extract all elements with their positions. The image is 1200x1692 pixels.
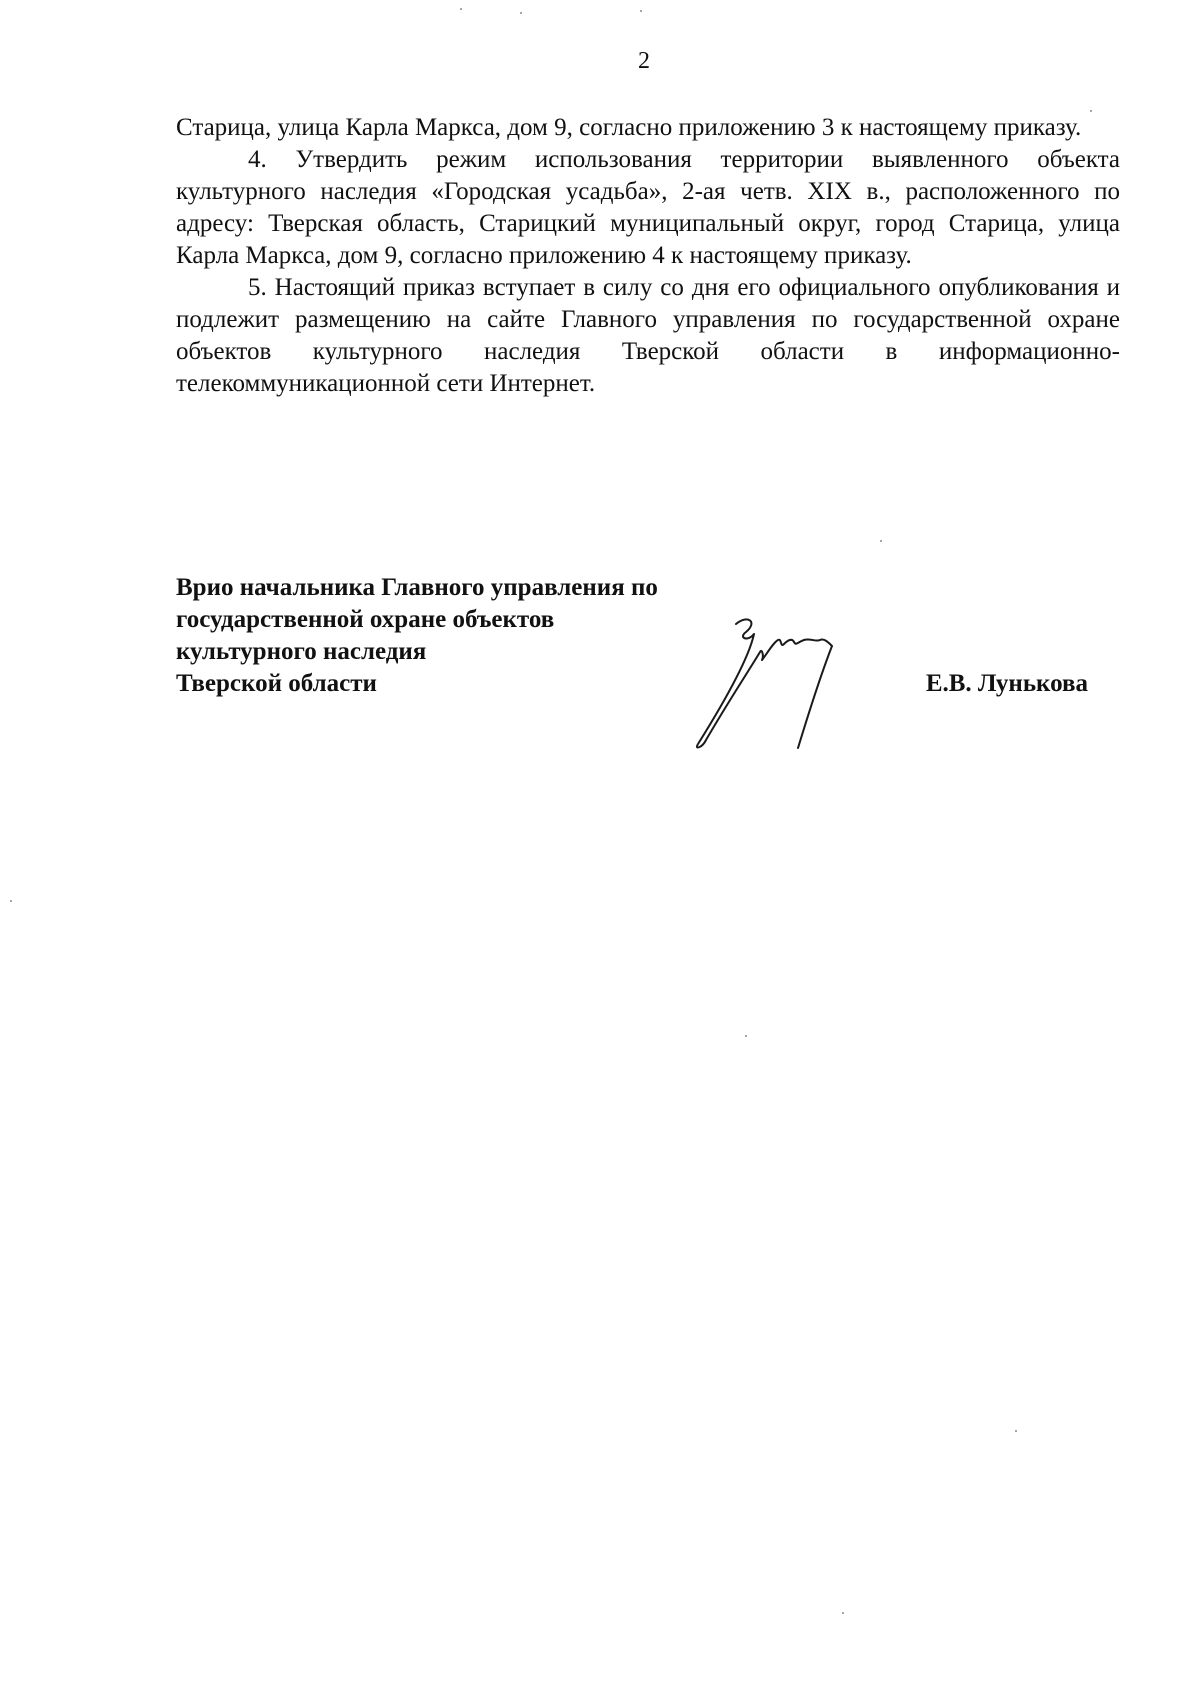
scan-speck [745,1035,747,1037]
scan-speck [1015,1430,1017,1432]
signer-position-line: Тверской области [176,670,377,697]
scan-speck [842,1612,844,1614]
signer-position-line: Врио начальника Главного управления по [176,574,658,601]
scan-speck [520,12,522,14]
scan-speck [1090,110,1092,112]
signer-name: Е.В. Лунькова [925,670,1088,697]
scan-speck [10,900,12,902]
signer-position-line: государственной охране объектов [176,606,555,633]
signer-position [176,572,658,700]
signer-position-line: культурного наследия [176,638,427,665]
paragraph-item-4: 4. Утвердить режим использования территории выявленного объекта культурного наследия «Городская усадьба», 2-ая четв. XIX в., расположенного по адресу: Тверская область, Старицкий муниципальный округ, город Старица, улица Карла Маркса, дом 9, согласно приложению 4 к настоящему приказу. [176,146,1120,269]
handwritten-signature-icon [688,612,858,752]
scan-speck [880,540,882,542]
document-body [176,112,1120,400]
page-number: 2 [638,48,650,74]
paragraph-continuation: Старица, улица Карла Маркса, дом 9, согласно приложению 3 к настоящему приказу. [176,114,1082,141]
signature-block [176,572,1120,752]
scan-speck [640,10,642,12]
paragraph-item-5: 5. Настоящий приказ вступает в силу со дня его официального опубликования и подлежит размещению на сайте Главного управления по государственной охране объектов культурного наследия Тверской области в информационно-телекоммуникационной сети Интернет. [176,274,1120,397]
scan-speck [460,8,462,10]
